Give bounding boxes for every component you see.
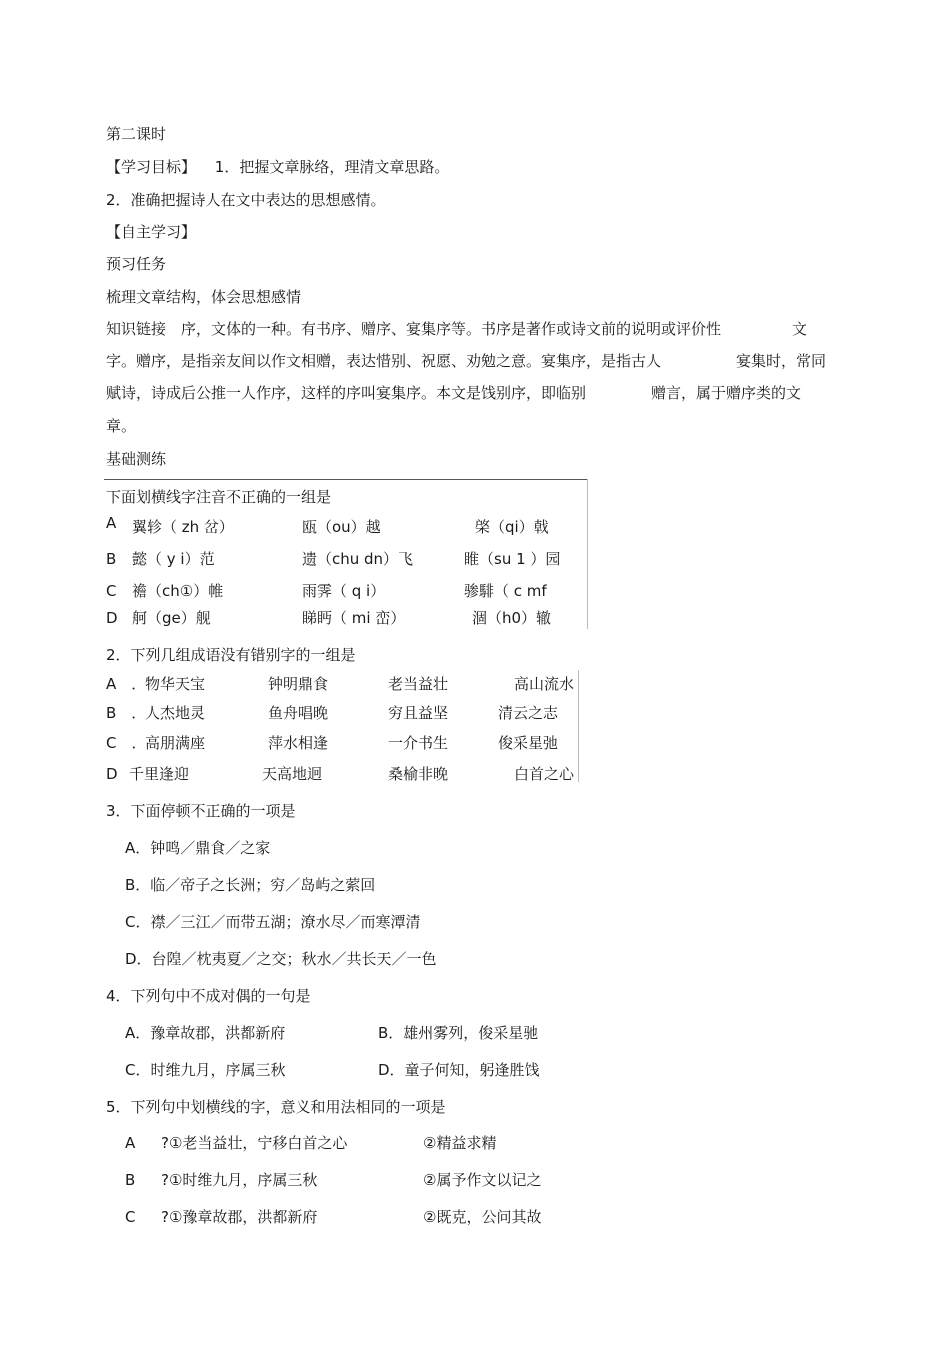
- q1-cell: 舸（ge）舰: [132, 609, 211, 627]
- q4-option-d: D．童子何知，躬逢胜饯: [378, 1061, 540, 1079]
- basic-practice-heading: 基础测练: [106, 450, 167, 468]
- q4-stem: 4．下列句中不成对偶的一句是: [106, 987, 311, 1005]
- preview-task: 梳理文章结构，体会思想感情: [106, 288, 302, 306]
- self-study-label: 【自主学习】: [106, 223, 197, 241]
- q1-stem: 下面划横线字注音不正确的一组是: [106, 488, 332, 506]
- q2-cell: 人杰地灵: [145, 704, 206, 722]
- q2-row-label: D: [106, 765, 118, 783]
- objectives-line: [106, 157, 449, 177]
- q2-cell: 鱼舟唱晚: [268, 704, 329, 722]
- q3-stem: 3．下面停顿不正确的一项是: [106, 802, 296, 820]
- q2-row-label: A ．: [106, 675, 147, 693]
- q2-cell: 穷且益坚: [388, 704, 449, 722]
- q4-option-b: B．雄州雾列，俊采星驰: [378, 1024, 539, 1042]
- knowledge-line-3: 赋诗，诗成后公推一人作序，这样的序叫宴集序。本文是饯别序，即临别 赠言，属于赠序类的文: [106, 384, 802, 402]
- q5-sentence-1: ?①豫章故郡，洪都新府: [161, 1208, 318, 1226]
- objectives-label: 【学习目标】: [106, 158, 197, 176]
- q2-stem: 2．下列几组成语没有错别字的一组是: [106, 646, 356, 664]
- q2-cell: 一介书生: [388, 734, 449, 752]
- q1-cell: 襜（ch①）帷: [132, 582, 224, 600]
- q2-cell: 老当益壮: [388, 675, 449, 693]
- q1-cell: 涸（h0）辙: [472, 609, 552, 627]
- q2-right-rule: [578, 670, 579, 782]
- q2-row-label: C ．: [106, 734, 147, 752]
- q1-top-rule: [104, 479, 588, 480]
- knowledge-line-2: 字。赠序，是指亲友间以作文相赠，表达惜别、祝愿、劝勉之意。宴集序，是指古人 宴集时，常同: [106, 352, 827, 370]
- q5-stem: 5．下列句中划横线的字，意义和用法相同的一项是: [106, 1098, 446, 1116]
- q1-right-rule: [587, 479, 588, 629]
- q2-cell: 千里逢迎: [129, 765, 190, 783]
- q1-cell: 睢（su 1 ）园: [464, 550, 561, 568]
- q2-cell: 高山流水: [514, 675, 575, 693]
- q2-cell: 萍水相逢: [268, 734, 329, 752]
- q4-option-a: A．豫章故郡，洪都新府: [125, 1024, 286, 1042]
- q4-option-c: C．时维九月，序属三秋: [125, 1061, 286, 1079]
- lesson-title: 第二课时: [106, 125, 167, 143]
- objective-1: 1．把握文章脉络，理清文章思路。: [214, 158, 450, 176]
- q2-row-label: B ．: [106, 704, 147, 722]
- objective-2: 2．准确把握诗人在文中表达的思想感情。: [106, 191, 386, 209]
- q1-cell: 翼轸（ zh 岔）: [132, 518, 234, 536]
- q5-sentence-1: ?①老当益壮，宁移白首之心: [161, 1134, 348, 1152]
- q1-cell: 睇眄（ mi 峦）: [302, 609, 406, 627]
- knowledge-line-4: 章。: [106, 417, 137, 435]
- q2-cell: 桑榆非晚: [388, 765, 449, 783]
- q2-cell: 高朋满座: [145, 734, 206, 752]
- q2-cell: 白首之心: [514, 765, 575, 783]
- q3-option-b: B．临／帝子之长洲；穷／岛屿之萦回: [125, 876, 376, 894]
- q3-option-d: D．台隍／枕夷夏／之交；秋水／共长天／一色: [125, 950, 437, 968]
- knowledge-line-1: 知识链接 序，文体的一种。有书序、赠序、宴集序等。书序是著作或诗文前的说明或评价性 文: [106, 320, 808, 338]
- q5-sentence-2: ②属予作文以记之: [423, 1171, 542, 1189]
- q1-cell: 雨霁（ q i）: [302, 582, 386, 600]
- q1-cell: 棨（qi）戟: [475, 518, 549, 536]
- q1-row-label: C: [106, 582, 117, 600]
- q1-cell: 骖騑（ c mf: [464, 582, 547, 600]
- q1-cell: 遗（chu dn）飞: [302, 550, 414, 568]
- q1-row-label: A: [106, 514, 117, 532]
- q5-option-label: A: [125, 1134, 136, 1152]
- q1-cell: 懿（ y i）范: [132, 550, 215, 568]
- q2-cell: 天高地迥: [262, 765, 323, 783]
- q5-option-label: C: [125, 1208, 136, 1226]
- q1-row-label: D: [106, 609, 118, 627]
- q2-cell: 清云之志: [498, 704, 559, 722]
- q5-option-label: B: [125, 1171, 136, 1189]
- q1-cell: 瓯（ou）越: [302, 518, 381, 536]
- q5-sentence-2: ②既克，公问其故: [423, 1208, 542, 1226]
- q2-cell: 物华天宝: [145, 675, 206, 693]
- q3-option-a: A．钟鸣／鼎食／之家: [125, 839, 271, 857]
- q2-cell: 钟明鼎食: [268, 675, 329, 693]
- q5-sentence-2: ②精益求精: [423, 1134, 497, 1152]
- preview-task-heading: 预习任务: [106, 255, 167, 273]
- q3-option-c: C．襟／三江／而带五湖；潦水尽／而寒潭清: [125, 913, 421, 931]
- q5-sentence-1: ?①时维九月，序属三秋: [161, 1171, 318, 1189]
- q2-cell: 俊采星弛: [498, 734, 559, 752]
- q1-row-label: B: [106, 550, 117, 568]
